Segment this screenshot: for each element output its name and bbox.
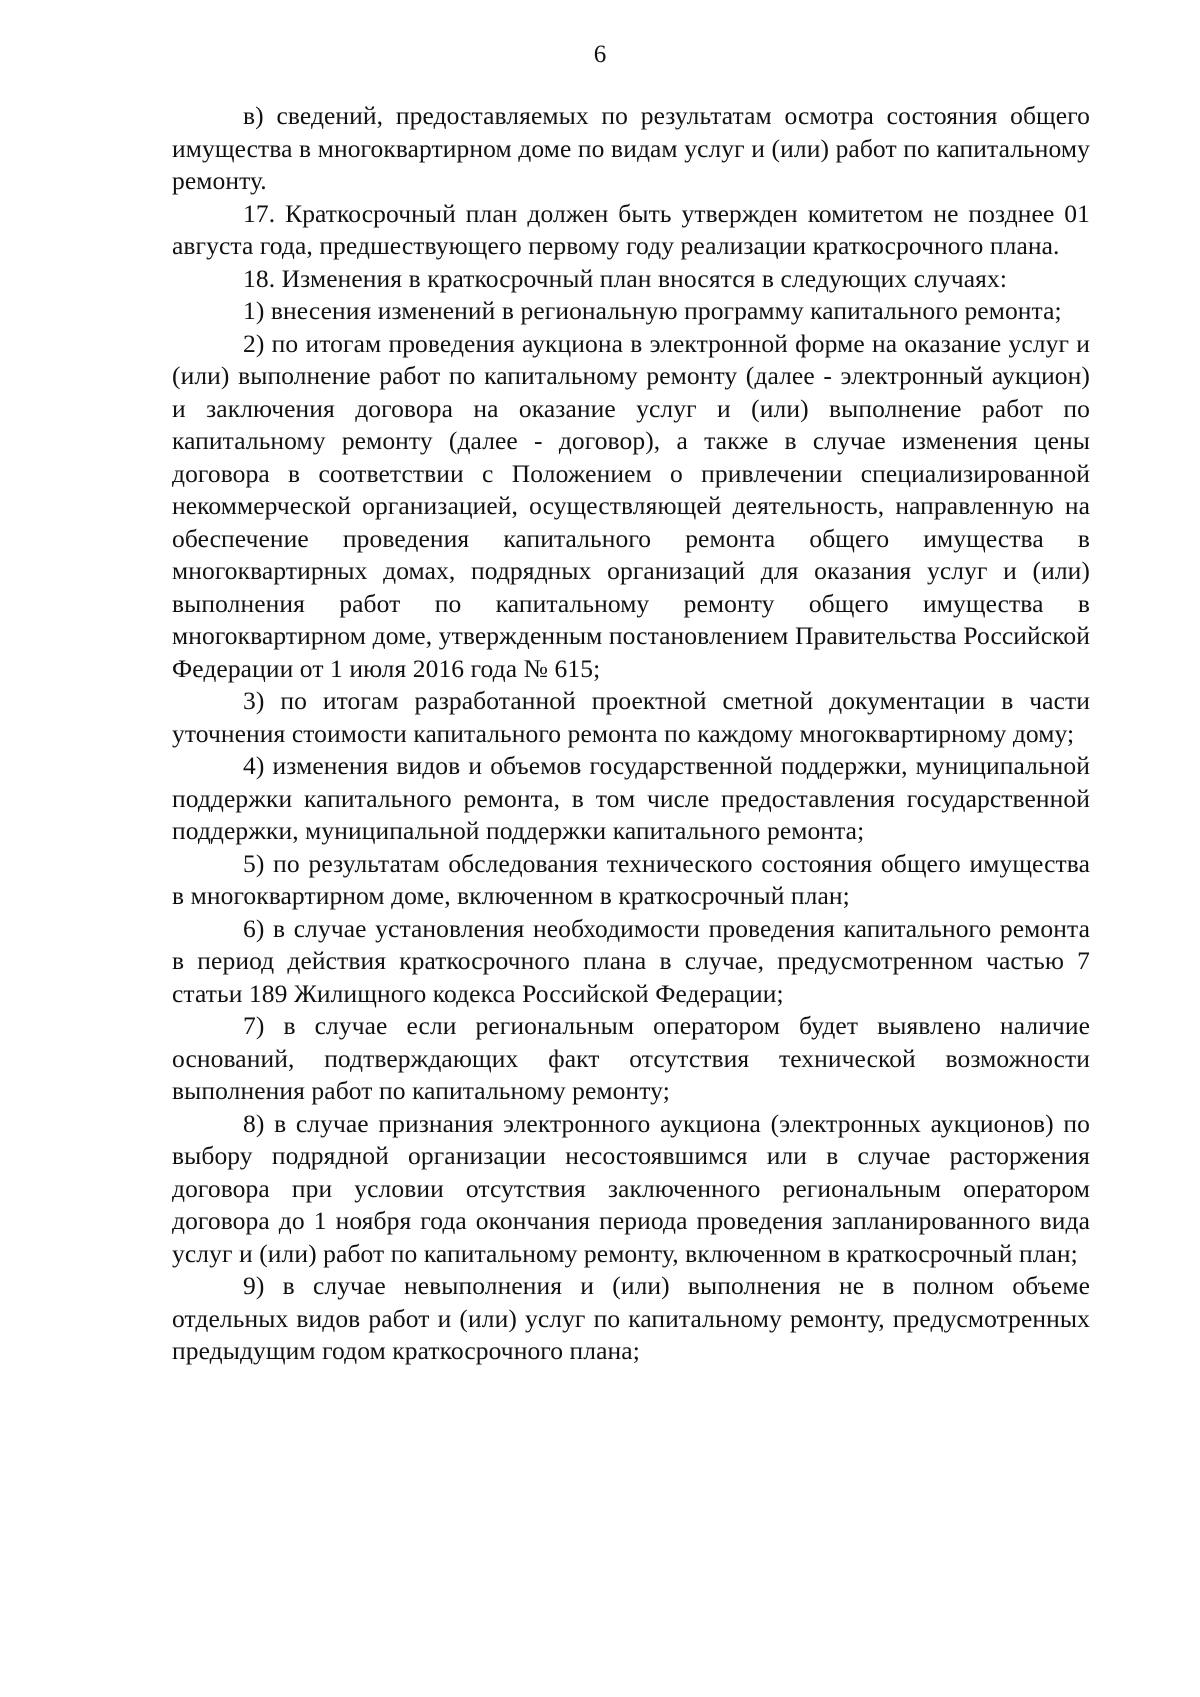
list-item-3: 3) по итогам разработанной проектной сметной документации в части уточнения стоимости капитального ремонта по каждому многоквартирному дому; bbox=[172, 686, 1090, 748]
list-item-7: 7) в случае если региональным оператором будет выявлено наличие оснований, подтверждающих факт отсутствия технической возможности выполнения работ по капитальному ремонту; bbox=[172, 1011, 1090, 1105]
list-item-1: 1) внесения изменений в региональную программу капитального ремонта; bbox=[243, 296, 1062, 325]
list-item-8: 8) в случае признания электронного аукциона (электронных аукционов) по выбору подрядной организации несостоявшимся или в случае расторжения договора при условии отсутствия заключенного региональным оператором договора до 1 ноября года окончания периода проведения запланированного вида услуг и (или) работ по капитальному ремонту, включенном в краткосрочный план; bbox=[172, 1108, 1090, 1268]
paragraph-17-approval-deadline: 17. Краткосрочный план должен быть утвержден комитетом не позднее 01 августа года, предшествующего первому году реализации краткосрочного плана. bbox=[172, 198, 1090, 260]
document-body bbox=[172, 100, 1090, 1368]
paragraph-18-changes-intro: 18. Изменения в краткосрочный план вносятся в следующих случаях: bbox=[243, 263, 1008, 293]
paragraph-v-information: в) сведений, предоставляемых по результатам осмотра состояния общего имущества в многоквартирном доме по видам услуг и (или) работ по капитальному ремонту. bbox=[172, 101, 1090, 195]
list-item-4: 4) изменения видов и объемов государственной поддержки, муниципальной поддержки капитального ремонта, в том числе предоставления государственной поддержки, муниципальной поддержки капитального ремонта; bbox=[172, 751, 1090, 845]
list-item-6: 6) в случае установления необходимости проведения капитального ремонта в период действия краткосрочного плана в случае, предусмотренном частью 7 статьи 189 Жилищного кодекса Российской Федерации; bbox=[172, 913, 1090, 1008]
page-number: 6 bbox=[593, 41, 607, 68]
list-item-2: 2) по итогам проведения аукциона в электронной форме на оказание услуг и (или) выполнение работ по капитальному ремонту (далее - электронный аукцион) и заключения договора на оказание услуг и (или) выполнение работ по капитальному ремонту (далее - договор), а также в случае изменения цены договора в соответствии с Положением о привлечении специализированной некоммерческой организацией, осуществляющей деятельность, направленную на обеспечение проведения капитального ремонта общего имущества в многоквартирных домах, подрядных организаций для оказания услуг и (или) выполнения работ по капитальному ремонту общего имущества в многоквартирном доме, утвержденным постановлением Правительства Российской Федерации от 1 июля 2016 года № 615; bbox=[172, 328, 1090, 683]
list-item-9: 9) в случае невыполнения и (или) выполнения не в полном объеме отдельных видов работ и (или) услуг по капитальному ремонту, предусмотренных предыдущим годом краткосрочного плана; bbox=[172, 1271, 1090, 1365]
list-item-5: 5) по результатам обследования технического состояния общего имущества в многоквартирном доме, включенном в краткосрочный план; bbox=[172, 848, 1090, 910]
